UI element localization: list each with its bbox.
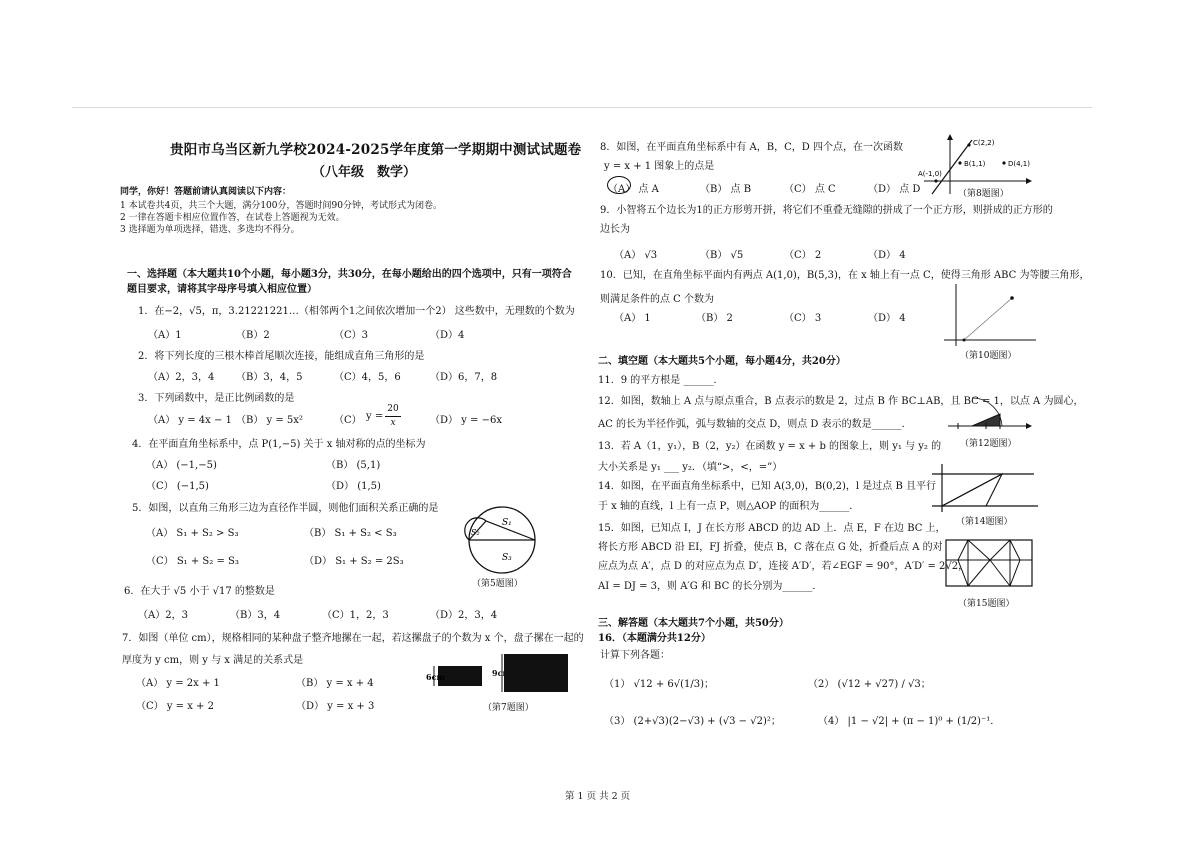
q7-option-d: （D） y = x + 3 bbox=[296, 701, 375, 712]
q8-stem-2: y = x + 1 图象上的点是 bbox=[604, 161, 715, 172]
section1-heading: 一、选择题（本大题共10个小题，每小题3分，共30分，在每小题给出的四个选项中，只有一项符合 bbox=[127, 269, 572, 280]
q16-item-4: （4） |1 − √2| + (π − 1)⁰ + (1/2)⁻¹． bbox=[818, 716, 1001, 727]
q7-stem-2: 厚度为 y cm，则 y 与 x 满足的关系式是 bbox=[122, 655, 304, 666]
q4-option-a: （A） (−1,−5) bbox=[146, 460, 217, 471]
q7-label-6cm: 6cm bbox=[426, 672, 445, 682]
q10-option-a: （A） 1 bbox=[614, 313, 651, 324]
q7-stem: 7．如图（单位 cm），规格相同的某种盘子整齐地摞在一起，若这摞盘子的个数为 x 个，盘子摞在一起的 bbox=[122, 633, 584, 644]
q5-caption: （第5题图） bbox=[472, 579, 523, 589]
q10-stem-2: 则满足条件的点 C 个数为 bbox=[600, 294, 715, 305]
q9-stem-2: 边长为 bbox=[600, 224, 630, 235]
q10-figure-coordinate-plane bbox=[940, 282, 1040, 348]
q6-stem: 6．在大于 √5 小于 √17 的整数是 bbox=[124, 586, 275, 597]
q1-stem: 1．在−2，√5，π，3.21221221…（相邻两个1之间依次增加一个2） 这些数中，无理数的个数为 bbox=[138, 306, 575, 317]
q5-option-b: （B） S₁ + S₂ < S₃ bbox=[304, 528, 397, 539]
section1-heading-2: 题目要求，请将其字母序号填入相应位置） bbox=[127, 284, 317, 295]
q1-option-c: （C）3 bbox=[334, 330, 369, 341]
q13-stem: 13．若 A（1，y₁），B（2，y₂）在函数 y = x + b 的图象上，则 y₁ 与 y₂ 的 bbox=[598, 441, 942, 452]
q8-point-b: B(1,1) bbox=[964, 160, 986, 168]
q1-option-d: （D）4 bbox=[430, 330, 465, 341]
q6-option-c: （C）1，2，3 bbox=[322, 610, 389, 621]
q15-stem: 15．如图，已知点 I，J 在长方形 ABCD 的边 AD 上．点 E，F 在边 BC 上， bbox=[598, 523, 946, 534]
q14-figure bbox=[930, 462, 1040, 514]
notice-line-2: 2 一律在答题卡相应位置作答，在试卷上答题视为无效。 bbox=[120, 213, 345, 223]
q3-option-c-lhs: y = bbox=[366, 411, 384, 422]
page-top-rule bbox=[72, 107, 1092, 108]
q9-option-a: （A） √3 bbox=[614, 250, 658, 261]
q2-option-a: （A）2，3，4 bbox=[148, 372, 215, 383]
q7-label-9cm: 9cm bbox=[492, 668, 511, 678]
q10-option-d: （D） 4 bbox=[868, 313, 906, 324]
section2-heading: 二、填空题（本大题共5个小题，每小题4分，共20分） bbox=[598, 356, 846, 367]
section3-heading: 三、解答题（本大题共7个小题，共50分） bbox=[598, 618, 789, 629]
q5-option-c: （C） S₁ + S₂ = S₃ bbox=[146, 556, 239, 567]
q14-stem-2: 于 x 轴的直线，l 上有一点 P，则△AOP 的面积为______． bbox=[598, 501, 860, 512]
notice-greeting: 同学，你好！答题前请认真阅读以下内容： bbox=[120, 187, 292, 197]
q6-option-a: （A）2，3 bbox=[138, 610, 188, 621]
q10-stem: 10．已知，在直角坐标平面内有两点 A(1,0)，B(5,3)，在 x 轴上有一点 C，使得三角形 ABC 为等腰三角形， bbox=[600, 270, 1090, 281]
q8-stem: 8．如图，在平面直角坐标系中有 A，B，C，D 四个点，在一次函数 bbox=[600, 142, 903, 153]
q9-stem: 9．小智将五个边长为1的正方形剪开拼，将它们不重叠无缝隙的拼成了一个正方形，则拼成的正方形的 bbox=[600, 205, 1053, 216]
exam-title: 贵阳市乌当区新九学校2024-2025学年度第一学期期中测试试题卷 bbox=[170, 142, 582, 158]
q7-option-c: （C） y = x + 2 bbox=[136, 701, 214, 712]
q3-option-d: （D） y = −6x bbox=[430, 415, 502, 426]
q10-option-b: （B） 2 bbox=[696, 313, 733, 324]
notice-line-1: 1 本试卷共4页，共三个大题，满分100分，答题时间90分钟，考试形式为闭卷。 bbox=[120, 201, 442, 211]
q8-point-d: D(4,1) bbox=[1008, 160, 1030, 168]
q2-option-b: （B）3，4，5 bbox=[236, 372, 303, 383]
page-footer: 第 1 页 共 2 页 bbox=[565, 791, 631, 802]
q5-label-s1: S₁ bbox=[502, 518, 512, 528]
q14-stem: 14．如图，在平面直角坐标系中，已知 A(3,0)，B(0,2)，l 是过点 B 且平行 bbox=[598, 481, 936, 492]
q16-item-3: （3） (2+√3)(2−√3) + (√3 − √2)²； bbox=[604, 716, 781, 727]
q13-stem-2: 大小关系是 y₁ ___ y₂．（填“>，<，=”） bbox=[598, 462, 783, 473]
q14-caption: （第14题图） bbox=[956, 517, 1013, 527]
q10-caption: （第10题图） bbox=[960, 351, 1017, 361]
q9-option-c: （C） 2 bbox=[784, 250, 822, 261]
q3-option-a: （A） y = 4x − 1 bbox=[148, 415, 232, 426]
q12-stem-2: AC 的长为半径作弧，弧与数轴的交点 D，则点 D 表示的数是______． bbox=[598, 419, 912, 430]
q3-stem: 3．下列函数中，是正比例函数的是 bbox=[138, 393, 295, 404]
q8-option-b: （B） 点 B bbox=[700, 184, 752, 195]
q12-figure-number-line bbox=[946, 406, 1032, 436]
q3-option-b: （B） y = 5x² bbox=[236, 415, 303, 426]
q16-heading: 16．（本题满分共12分） bbox=[598, 633, 711, 644]
q15-stem-3: 应点为点 A′，点 D 的对应点为点 D′，连接 A′D′，若∠EGF = 90°，A′D′ = 2√2， bbox=[598, 561, 969, 572]
q2-stem: 2．将下列长度的三根木棒首尾顺次连接，能组成直角三角形的是 bbox=[138, 351, 425, 362]
q4-option-b: （B） (5,1) bbox=[326, 460, 381, 471]
q6-option-d: （D）2，3，4 bbox=[430, 610, 498, 621]
q2-option-d: （D）6，7，8 bbox=[430, 372, 498, 383]
q8-option-c: （C） 点 C bbox=[784, 184, 836, 195]
q12-stem: 12．如图，数轴上 A 点与原点重合，B 点表示的数是 2，过点 B 作 BC⊥AB，且 BC = 1，以点 A 为圆心， bbox=[598, 396, 1084, 407]
q15-caption: （第15题图） bbox=[958, 599, 1015, 609]
q7-option-b: （B） y = x + 4 bbox=[296, 678, 374, 689]
q16-item-2: （2） (√12 + √27) / √3； bbox=[808, 679, 931, 690]
notice-line-3: 3 选择题为单项选择，错选、多选均不得分。 bbox=[120, 225, 300, 235]
q12-caption: （第12题图） bbox=[960, 439, 1017, 449]
q7-option-a: （A） y = 2x + 1 bbox=[136, 678, 220, 689]
exam-subtitle: （八年级 数学） bbox=[312, 165, 417, 180]
q1-option-a: （A）1 bbox=[148, 330, 182, 341]
q6-option-b: （B）3，4 bbox=[230, 610, 281, 621]
q8-point-a: A(-1,0) bbox=[918, 170, 942, 178]
q5-label-s3: S₃ bbox=[502, 553, 512, 563]
q16-item-1: （1） √12 + 6√(1/3)； bbox=[604, 679, 715, 690]
q8-caption: （第8题图） bbox=[958, 189, 1009, 199]
q7-caption: （第7题图） bbox=[483, 703, 534, 713]
q15-stem-4: AI = DJ = 3，则 A′G 和 BC 的长分别为______． bbox=[598, 581, 823, 592]
q15-figure-folded-rectangle bbox=[940, 530, 1050, 594]
q11-stem: 11．9 的平方根是 ______． bbox=[598, 375, 724, 386]
q8-point-c: C(2,2) bbox=[973, 139, 995, 147]
q5-option-d: （D） S₁ + S₂ = 2S₃ bbox=[304, 556, 404, 567]
q3-option-c-denominator: x bbox=[390, 418, 396, 428]
q10-option-c: （C） 3 bbox=[784, 313, 822, 324]
q4-option-d: （D） (1,5) bbox=[326, 481, 381, 492]
q4-option-c: （C） (−1,5) bbox=[146, 481, 209, 492]
q5-label-s2: S₂ bbox=[471, 528, 480, 537]
q8-answer-circle bbox=[607, 176, 631, 194]
q5-figure-semicircles bbox=[462, 505, 542, 575]
q5-stem: 5．如图，以直角三角形三边为直径作半圆，则他们面积关系正确的是 bbox=[132, 503, 439, 514]
q15-stem-2: 将长方形 ABCD 沿 EI，FJ 折叠，使点 B，C 落在点 G 处，折叠后点 A 的对 bbox=[598, 542, 943, 553]
q4-stem: 4．在平面直角坐标系中，点 P(1,−5) 关于 x 轴对称的点的坐标为 bbox=[132, 439, 426, 450]
q3-fraction-bar bbox=[385, 416, 401, 417]
q9-option-b: （B） √5 bbox=[700, 250, 744, 261]
q3-option-c: （C） bbox=[334, 415, 362, 426]
q2-option-c: （C）4，5，6 bbox=[334, 372, 401, 383]
q1-option-b: （B）2 bbox=[236, 330, 270, 341]
q9-option-d: （D） 4 bbox=[868, 250, 906, 261]
q7-figure-plates bbox=[424, 652, 574, 698]
q8-option-a: （A） 点 A bbox=[608, 184, 659, 195]
q8-option-d: （D） 点 D bbox=[868, 184, 921, 195]
q5-option-a: （A） S₁ + S₂ > S₃ bbox=[146, 528, 239, 539]
q3-option-c-numerator: 20 bbox=[387, 404, 399, 414]
q16-intro: 计算下列各题： bbox=[600, 650, 670, 661]
